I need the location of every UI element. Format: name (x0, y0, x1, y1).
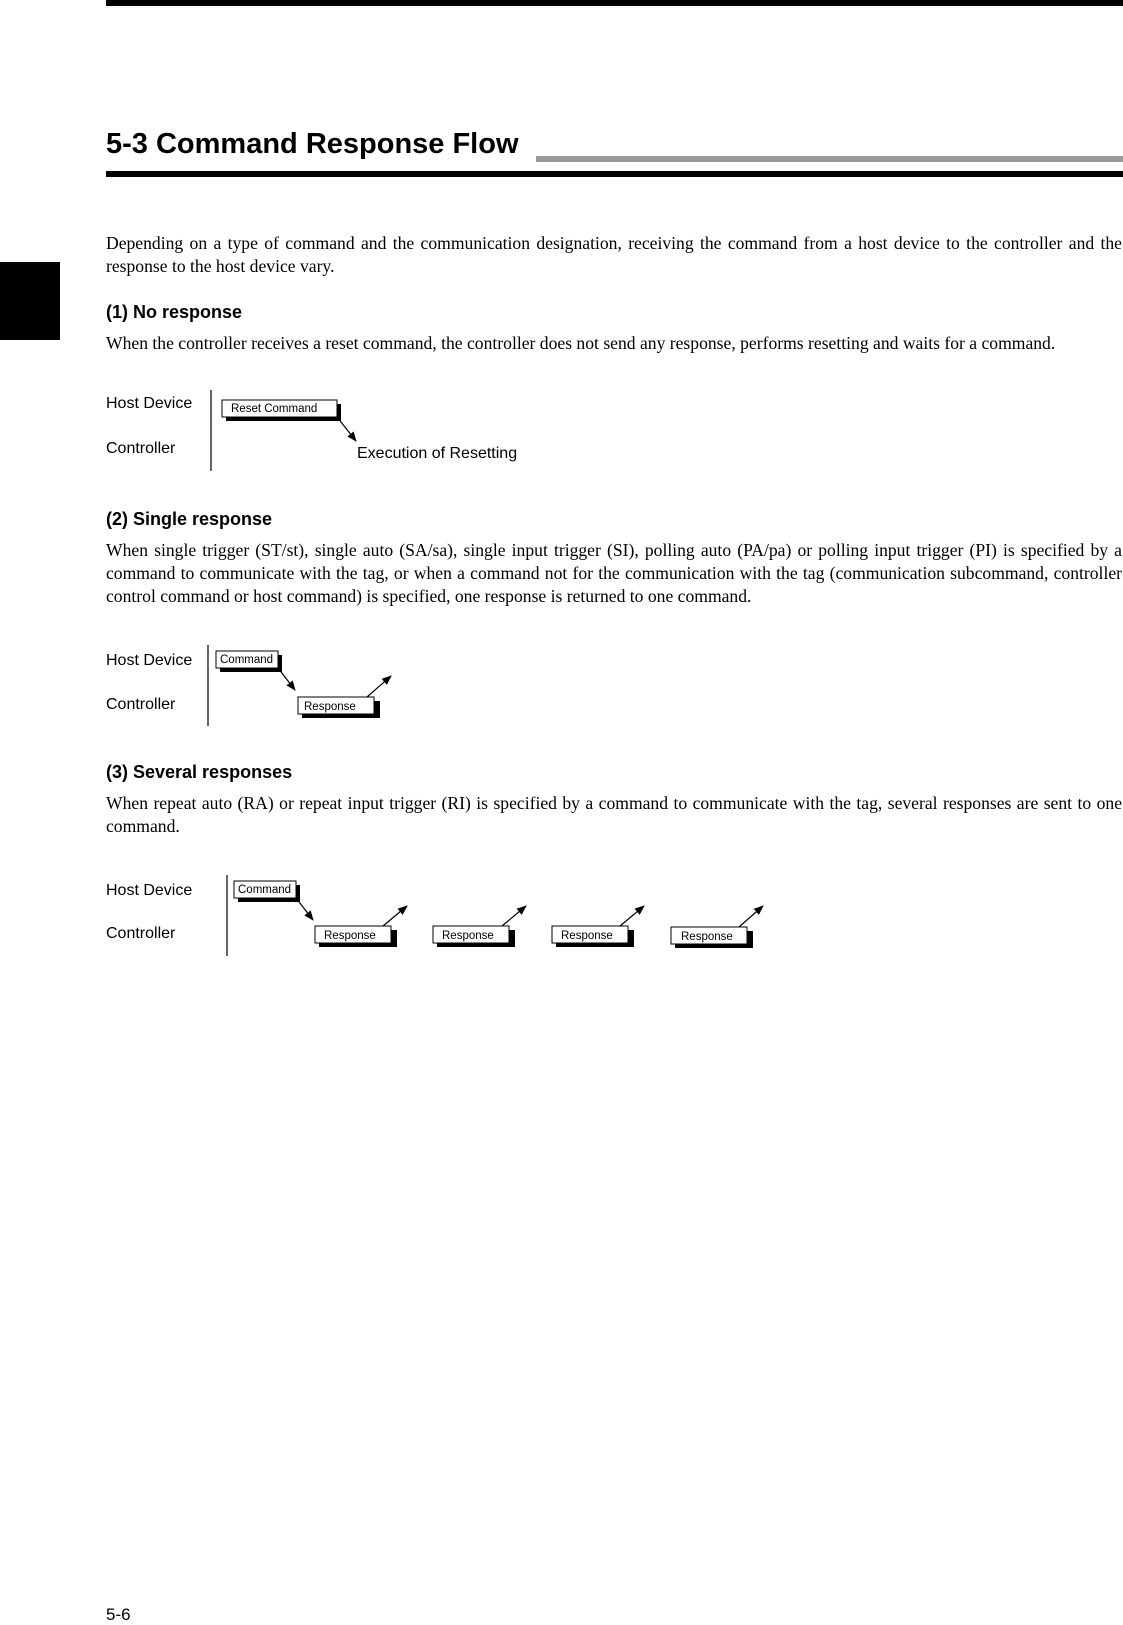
single-response-diagram (0, 640, 1123, 730)
response-3 (552, 906, 644, 947)
reset-command-label: Reset Command (231, 403, 318, 415)
command-label: Command (220, 654, 274, 666)
host-device-label: Host Device (106, 652, 193, 669)
chapter-tab (0, 262, 60, 340)
several-responses-diagram (0, 870, 1123, 960)
section-1-title: (1) No response (106, 302, 243, 322)
response-label: Response (304, 701, 356, 713)
controller-label: Controller (106, 925, 176, 942)
response-label: Response (442, 930, 494, 942)
response-arrow (620, 906, 644, 926)
host-device-label: Host Device (106, 882, 193, 899)
response-4 (671, 906, 763, 948)
page-number: 5-6 (106, 1605, 131, 1624)
command-arrow (337, 417, 356, 441)
section-3-title: (3) Several responses (106, 762, 293, 782)
section-title: 5-3 Command Response Flow (106, 128, 527, 161)
response-label: Response (324, 930, 376, 942)
intro-paragraph: Depending on a type of command and the communication designation, receiving the command from a host device to the controller and the response to the host device vary. (106, 233, 1122, 276)
top-rule (106, 0, 1123, 6)
section-2-title: (2) Single response (106, 509, 273, 529)
response-2 (433, 906, 526, 947)
section-1-body: When the controller receives a reset command, the controller does not send any response, performs resetting and waits for a command. (106, 333, 1056, 353)
command-label: Command (238, 884, 292, 896)
title-black-rule (106, 171, 1123, 177)
host-device-label: Host Device (106, 395, 193, 412)
section-2-body: When single trigger (ST/st), single auto (SA/sa), single input trigger (SI), polling auto (PA/pa) or polling input trigger (PI) is specified by a command to communicate with the tag, or when a command not for the communication with the tag (communication subcommand, controller control command or host command) is specified, one response is returned to one command. (106, 540, 1122, 606)
response-arrow (367, 676, 391, 697)
response-label: Response (681, 931, 733, 943)
command-arrow (296, 898, 313, 920)
title-gray-rule (536, 156, 1123, 162)
execution-of-resetting-text: Execution of Resetting (357, 445, 518, 462)
command-arrow (278, 668, 295, 690)
response-arrow (383, 906, 407, 926)
section-3-body: When repeat auto (RA) or repeat input trigger (RI) is specified by a command to communicate with the tag, several responses are sent to one command. (106, 793, 1122, 836)
response-arrow (502, 906, 526, 926)
response-1 (315, 906, 407, 947)
controller-label: Controller (106, 440, 176, 457)
section-heading (106, 128, 1123, 178)
controller-label: Controller (106, 696, 176, 713)
response-arrow (739, 906, 763, 927)
no-response-diagram (0, 380, 1123, 480)
response-label: Response (561, 930, 613, 942)
